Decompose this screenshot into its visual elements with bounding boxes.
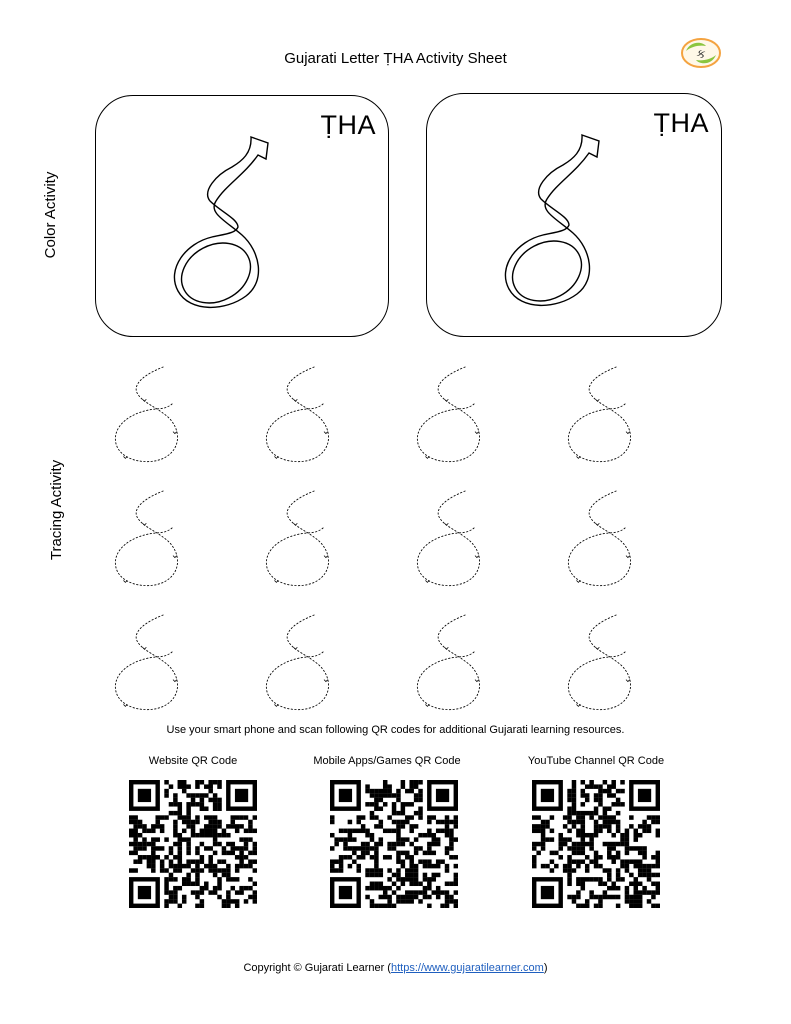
tracing-letter — [410, 365, 500, 465]
svg-text:ક: ક — [696, 47, 706, 62]
youtube-qr-code[interactable] — [532, 780, 660, 908]
card-letter-label: ṬHA — [320, 110, 376, 140]
copyright-suffix: ) — [543, 962, 548, 974]
copyright-footer — [0, 962, 791, 974]
outline-letter-tha — [156, 131, 296, 311]
page-title: Gujarati Letter ṬHA Activity Sheet — [284, 50, 507, 67]
tracing-letter — [561, 613, 651, 713]
gujarati-learner-logo-icon — [680, 37, 722, 69]
tracing-activity-label: Tracing Activity — [48, 459, 65, 561]
color-card-1 — [95, 95, 389, 337]
tracing-letter — [259, 613, 349, 713]
tracing-letter — [108, 489, 198, 589]
tracing-letter — [108, 613, 198, 713]
tracing-letter — [410, 613, 500, 713]
apps-qr-code[interactable] — [330, 780, 458, 908]
outline-letter-tha — [487, 129, 627, 309]
card-letter-label: ṬHA — [653, 108, 709, 138]
tracing-letter — [259, 489, 349, 589]
color-activity-label: Color Activity — [42, 171, 59, 259]
tracing-letter — [561, 489, 651, 589]
qr-instructions: Use your smart phone and scan following QR codes for additional Gujarati learning resources. — [166, 724, 625, 736]
website-link[interactable]: https://www.gujaratilearner.com — [390, 962, 544, 974]
youtube-qr-caption: YouTube Channel QR Code — [527, 755, 665, 767]
website-qr-caption: Website QR Code — [148, 755, 238, 767]
tracing-letter — [561, 365, 651, 465]
website-qr-code[interactable] — [129, 780, 257, 908]
tracing-letter — [410, 489, 500, 589]
color-card-2 — [426, 93, 722, 337]
copyright-text: Copyright © Gujarati Learner ( — [243, 962, 391, 974]
tracing-letter — [259, 365, 349, 465]
apps-qr-caption: Mobile Apps/Games QR Code — [313, 755, 461, 767]
tracing-letter — [108, 365, 198, 465]
